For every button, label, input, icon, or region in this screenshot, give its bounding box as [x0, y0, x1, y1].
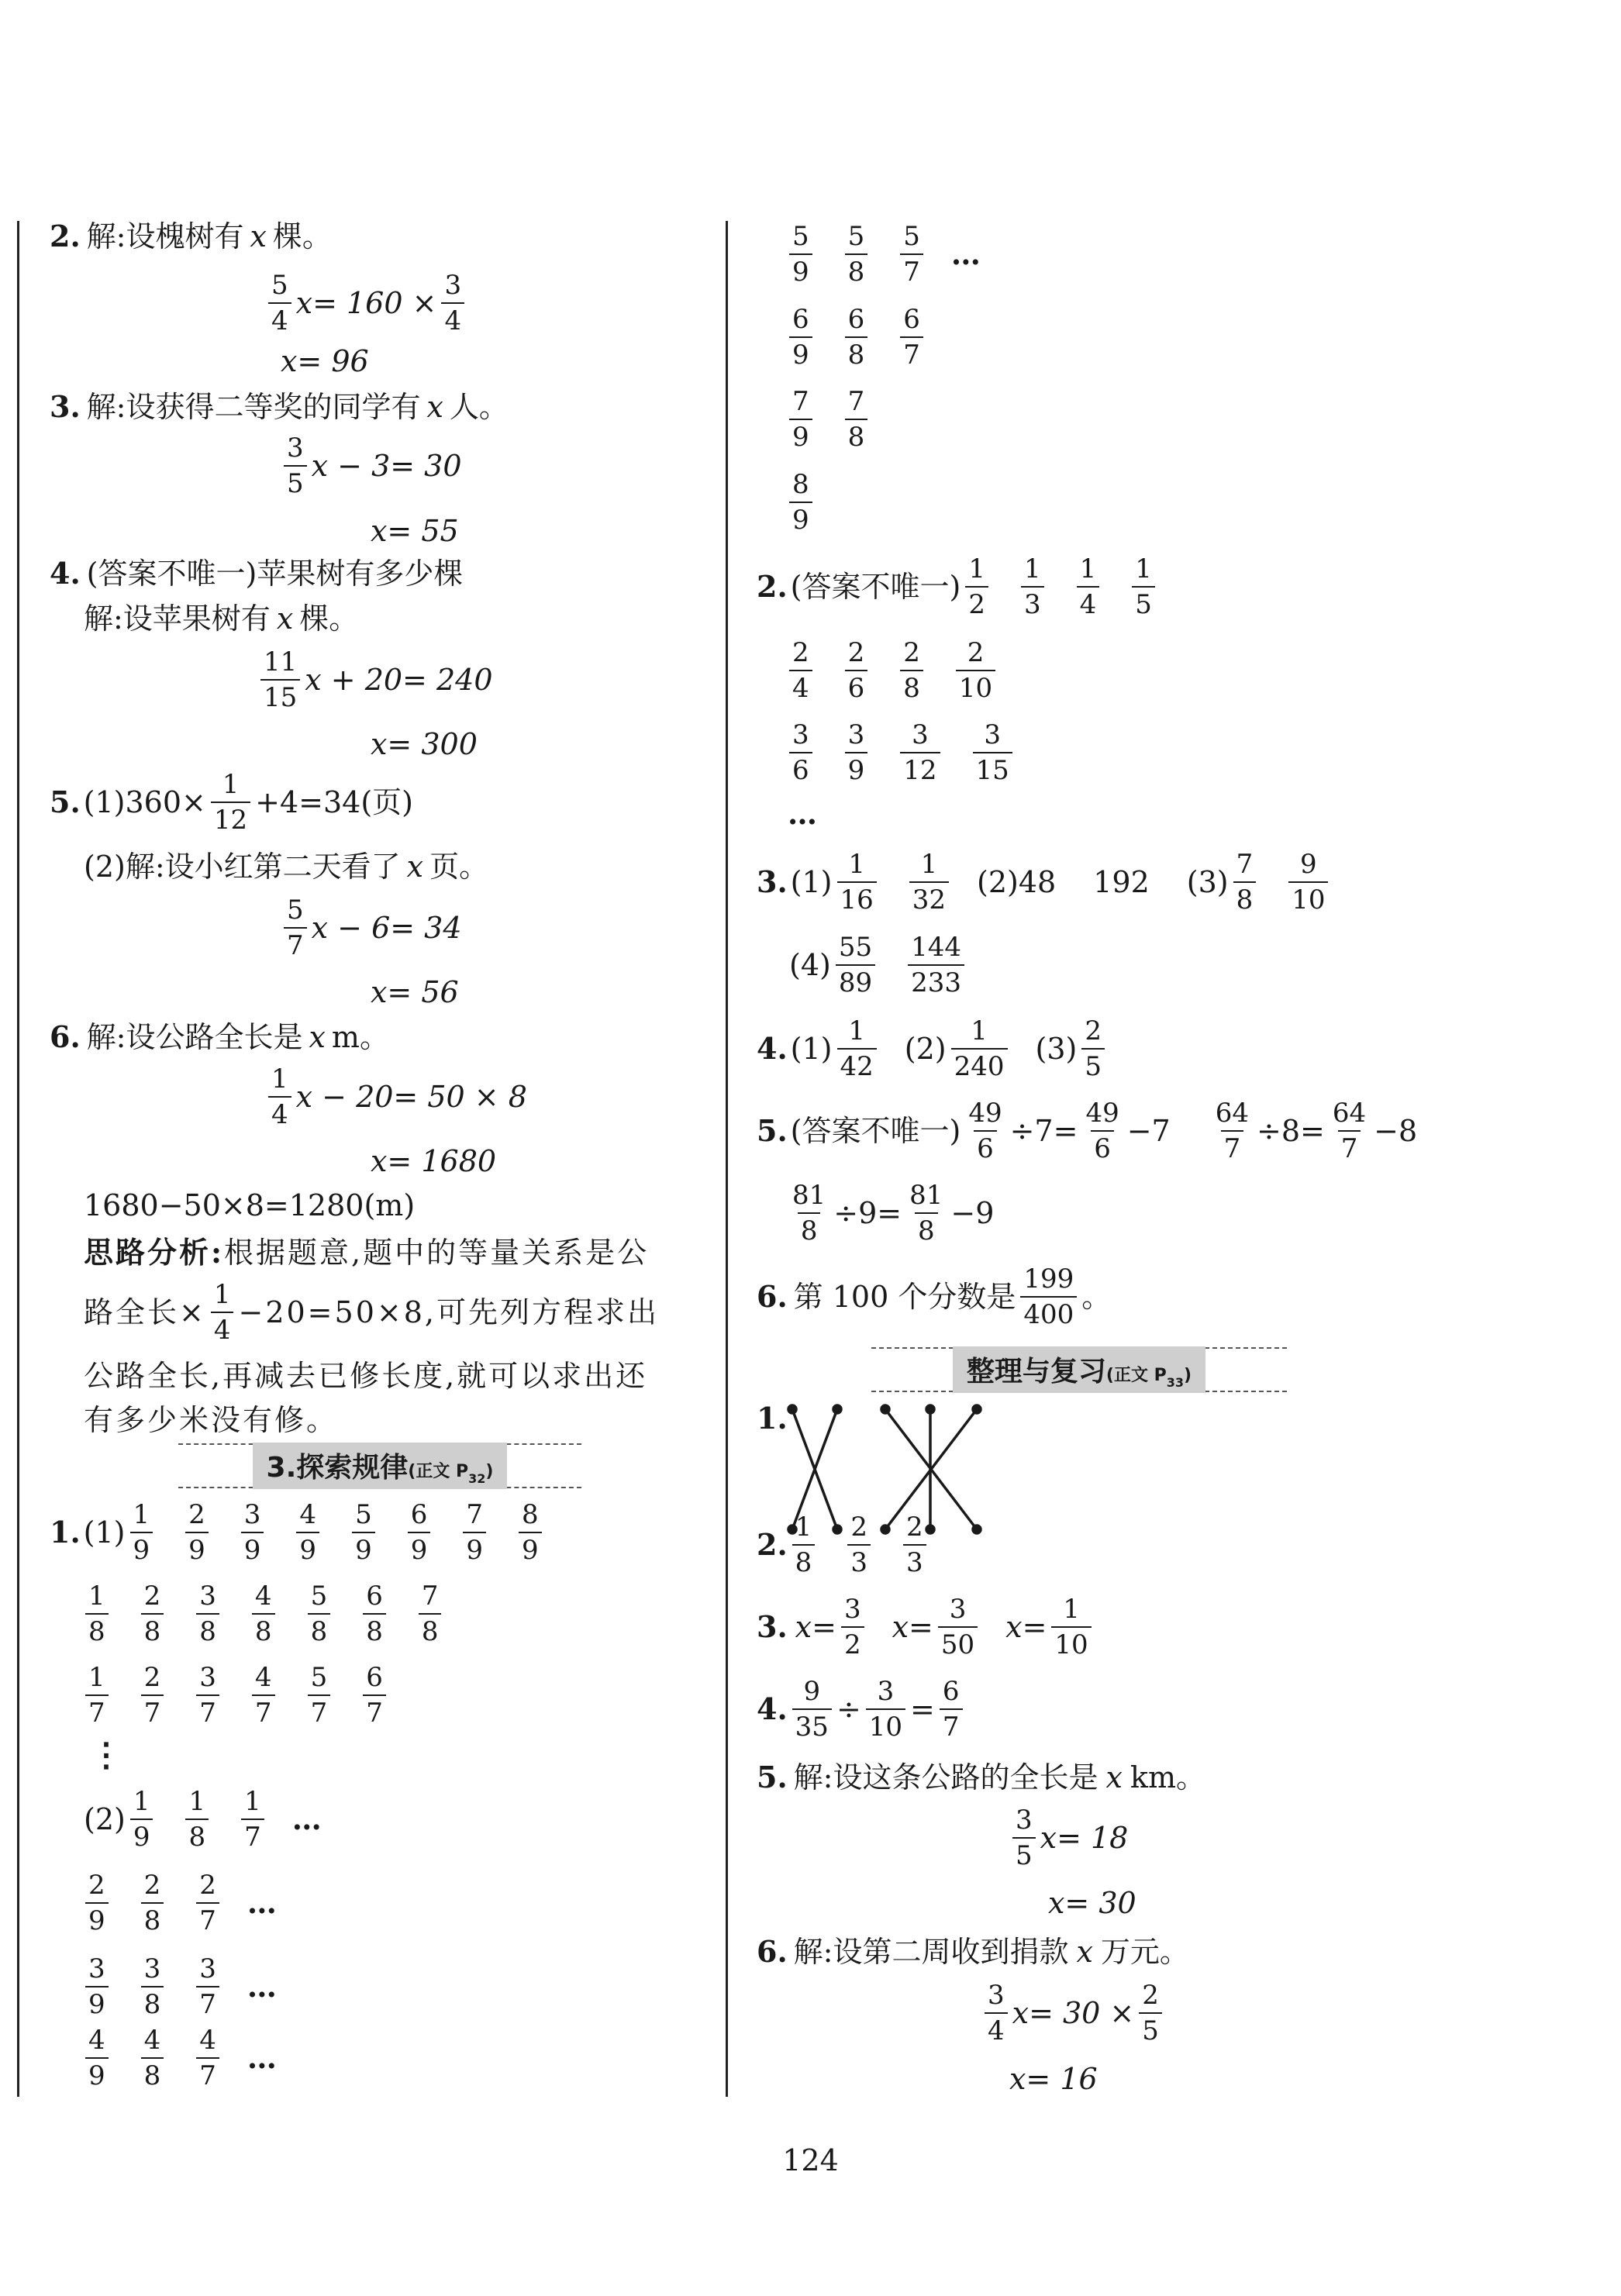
review-q6-eq2: x= 16 [1009, 2062, 1098, 2096]
fraction: $\frac{3}{10}$ [866, 1677, 905, 1741]
fraction: $\frac{6}{8}$ [363, 1581, 386, 1646]
fraction: $\frac{3}{12}$ [900, 720, 940, 784]
left-q4-line2 [84, 603, 358, 634]
right-row-sevenths [785, 384, 872, 454]
question-text: 解:设公路全长是 [86, 1020, 303, 1054]
left-q6-eq1 [264, 1062, 527, 1132]
section-ref-end: ) [485, 1461, 494, 1481]
equation-text: x= 160 × [295, 286, 437, 320]
review-q3-row [757, 1592, 1096, 1662]
fraction: $\frac{5}{7}$ [308, 1663, 331, 1727]
part-label: (1) [83, 1515, 126, 1550]
fraction: $\frac{3}{9}$ [241, 1500, 264, 1564]
analysis-text: −20=50×8,可先列方程求出 [238, 1295, 659, 1329]
left-q6-calc: 1680−50×8=1280(m) [84, 1188, 416, 1222]
question-number: 5. [50, 784, 81, 819]
fraction: $\frac{6}{9}$ [408, 1500, 431, 1564]
right-row-sixths [785, 302, 928, 372]
fraction: $\frac{5}{7}$ [284, 895, 307, 960]
fraction: $\frac{2}{5}$ [1081, 1016, 1105, 1081]
section-ref: (正文 P [1105, 1365, 1167, 1385]
section-title: 整理与复习 [966, 1355, 1106, 1388]
fraction: $\frac{81}{8}$ [792, 1180, 826, 1246]
fraction: $\frac{1}{8}$ [185, 1787, 209, 1851]
fraction: $\frac{64}{7}$ [1332, 1098, 1367, 1164]
equation-text: x= [892, 1610, 933, 1644]
fraction: $\frac{4}{8}$ [252, 1581, 275, 1646]
fraction: $\frac{6}{7}$ [940, 1677, 963, 1741]
left-q5-part2 [84, 851, 488, 882]
fraction: $\frac{49}{6}$ [1085, 1098, 1119, 1164]
question-text: 解:设这条公路的全长是 [793, 1760, 1098, 1794]
equation-text: x − 20= 50 × 8 [295, 1080, 527, 1114]
right-q2-row1 [757, 552, 1160, 622]
fraction: $\frac{7}{8}$ [419, 1581, 442, 1646]
fraction: $\frac{9}{10}$ [1288, 850, 1328, 914]
equation-text: −7 [1126, 1114, 1171, 1148]
question-text: (答案不唯一)苹果树有多少棵 [86, 557, 464, 591]
fraction: $\frac{81}{8}$ [909, 1180, 943, 1246]
s1-row-ninths [50, 1498, 547, 1567]
question-number: 6. [50, 1019, 81, 1054]
operator: = [910, 1692, 935, 1726]
right-row-fifths [785, 219, 982, 289]
fraction: $\frac{2}{10}$ [956, 638, 995, 702]
fraction: $\frac{6}{9}$ [789, 305, 812, 369]
question-number: 4. [757, 1691, 788, 1726]
left-q6-analysis-1 [84, 1237, 649, 1268]
left-q5-part1 [50, 767, 413, 837]
fraction: $\frac{1}{16}$ [837, 850, 877, 914]
punctuation: 。 [1081, 1280, 1112, 1314]
question-number: 3. [50, 389, 81, 424]
fraction: $\frac{6}{7}$ [900, 305, 923, 369]
fraction: $\frac{3}{50}$ [938, 1594, 978, 1659]
part-label: (3) [1186, 865, 1229, 899]
fraction: $\frac{3}{8}$ [196, 1581, 219, 1646]
fraction: $\frac{5}{8}$ [308, 1581, 331, 1646]
fraction: $\frac{2}{7}$ [196, 1870, 219, 1935]
fraction: $\frac{3}{9}$ [845, 720, 868, 784]
review-q1-number: 1. [757, 1401, 788, 1436]
question-text: 解:设获得二等奖的同学有 [86, 390, 421, 424]
right-q2-row2 [785, 636, 1000, 705]
unit: 棵。 [299, 602, 359, 636]
question-number: 4. [50, 556, 81, 591]
operator: ÷ [836, 1692, 861, 1726]
equation-text: x= 18 [1040, 1821, 1129, 1855]
match-dot [973, 1525, 981, 1533]
left-q2-line [50, 221, 332, 252]
part-label: (2) [84, 1802, 126, 1836]
left-q4-eq1 [256, 645, 493, 715]
fraction: $\frac{199}{400}$ [1020, 1264, 1077, 1329]
fraction: $\frac{1}{10}$ [1051, 1594, 1091, 1659]
fraction: $\frac{3}{7}$ [196, 1663, 219, 1727]
equation-text: x= [1005, 1610, 1047, 1644]
right-q4-row [757, 1014, 1109, 1084]
part-label: (4) [789, 948, 831, 982]
fraction: $\frac{1}{4}$ [1077, 554, 1100, 619]
fraction: $\frac{1}{32}$ [909, 850, 949, 914]
review-q4-row [757, 1674, 967, 1744]
left-q3-line [50, 391, 509, 422]
equation-text: ÷7= [1009, 1114, 1078, 1148]
right-q5-row2 [785, 1178, 994, 1248]
left-q6-analysis-4: 有多少米没有修。 [84, 1403, 339, 1437]
left-q6-analysis-3: 公路全长,再减去已修长度,就可以求出还 [84, 1359, 648, 1393]
review-q2-row [757, 1510, 931, 1580]
fraction: $\frac{1}{9}$ [130, 1500, 153, 1564]
fraction: $\frac{5}{8}$ [845, 222, 868, 286]
fraction: $\frac{3}{15}$ [973, 720, 1012, 784]
column-divider [726, 221, 728, 2097]
left-q5-eq1 [279, 893, 462, 963]
variable: x [276, 602, 294, 636]
fraction: $\frac{3}{4}$ [985, 1981, 1008, 2045]
review-q5-eq2: x= 30 [1048, 1886, 1136, 1920]
part-label: (1) [790, 865, 833, 899]
page-number: 124 [782, 2143, 839, 2177]
ellipsis: … [291, 1801, 323, 1836]
unit: 万元。 [1100, 1935, 1189, 1969]
fraction: $\frac{8}{9}$ [519, 1500, 542, 1564]
left-q4-line [50, 558, 463, 589]
unit: 页。 [429, 850, 489, 884]
question-number: 3. [757, 1609, 788, 1644]
fraction: $\frac{64}{7}$ [1215, 1098, 1250, 1164]
review-q6-eq1 [980, 1978, 1167, 2048]
fraction: $\frac{2}{9}$ [185, 1500, 209, 1564]
fraction: $\frac{5}{4}$ [268, 271, 291, 335]
fraction: $\frac{1}{7}$ [85, 1663, 109, 1727]
part-label: (2) [904, 1032, 947, 1066]
fraction: $\frac{7}{8}$ [845, 387, 868, 451]
fraction: $\frac{3}{5}$ [284, 433, 307, 498]
variable: x [250, 219, 267, 253]
fraction: $\frac{4}{9}$ [296, 1500, 319, 1564]
right-row-eighths [785, 467, 817, 537]
fraction: $\frac{3}{6}$ [789, 720, 812, 784]
ellipsis: … [247, 1969, 278, 2004]
equation-text: −9 [950, 1196, 995, 1230]
section-ref: (正文 P [408, 1461, 469, 1481]
fraction: $\frac{3}{2}$ [841, 1594, 864, 1659]
variable: x [426, 390, 443, 424]
right-q3-row2 [789, 930, 969, 1000]
part-text: +4=34(页) [255, 785, 414, 819]
part-text: (2)解:设小红第二天看了 [84, 850, 401, 884]
equation-text: x − 3= 30 [311, 449, 462, 483]
s1-p2-row3 [81, 1952, 278, 2022]
question-text: (答案不唯一) [790, 1114, 961, 1148]
fraction: $\frac{1}{42}$ [837, 1016, 877, 1081]
question-text: 解:设苹果树有 [84, 602, 271, 636]
section-ref-end: ) [1184, 1365, 1192, 1385]
vertical-ellipsis: ⋮ [90, 1736, 122, 1774]
fraction: $\frac{1}{7}$ [241, 1787, 264, 1851]
equation-text: −8 [1374, 1114, 1418, 1148]
fraction: $\frac{2}{7}$ [141, 1663, 164, 1727]
analysis-text: 路全长× [84, 1295, 206, 1329]
section-ref-page: 33 [1166, 1375, 1185, 1391]
unit: km。 [1130, 1760, 1205, 1794]
analysis-label: 思路分析: [84, 1235, 225, 1270]
question-number: 2. [757, 1527, 788, 1562]
review-q6-line [757, 1936, 1189, 1967]
equation-text: ÷9= [833, 1196, 902, 1230]
question-number: 2. [757, 569, 788, 604]
fraction: $\frac{3}{7}$ [196, 1954, 219, 2018]
fraction: $\frac{1}{8}$ [792, 1512, 816, 1577]
part-text: 192 [1093, 865, 1150, 899]
left-q6-analysis-2 [84, 1277, 659, 1347]
fraction: $\frac{2}{9}$ [85, 1870, 109, 1935]
question-text: 解:设槐树有 [86, 219, 244, 253]
right-q6-row [757, 1262, 1111, 1332]
fraction: $\frac{2}{5}$ [1139, 1981, 1162, 2045]
fraction: $\frac{5}{9}$ [789, 222, 812, 286]
analysis-text: 根据题意,题中的等量关系是公 [224, 1236, 650, 1270]
section-title: 3.探索规律 [266, 1451, 409, 1484]
fraction: $\frac{4}{7}$ [252, 1663, 275, 1727]
ellipsis: … [247, 1885, 278, 1920]
equation-text: x − 6= 34 [311, 911, 462, 945]
s1-p2-row2 [81, 1868, 278, 1938]
question-text: 解:设第二周收到捐款 [793, 1935, 1069, 1969]
fraction: $\frac{3}{9}$ [85, 1954, 109, 2018]
left-q4-eq2: x= 300 [371, 727, 478, 761]
question-number: 2. [50, 219, 81, 253]
s1-row-sevenths [81, 1660, 391, 1730]
question-number: 5. [757, 1760, 788, 1794]
section-title-box [953, 1346, 1205, 1393]
fraction: $\frac{1}{4}$ [211, 1280, 234, 1344]
equation-text: x + 20= 240 [305, 663, 493, 697]
ellipsis: … [247, 2040, 278, 2075]
right-q2-row3 [785, 718, 1017, 788]
fraction: $\frac{3}{5}$ [1012, 1805, 1036, 1870]
variable: x [406, 850, 424, 884]
fraction: $\frac{6}{7}$ [363, 1663, 386, 1727]
fraction: $\frac{9}{35}$ [792, 1677, 832, 1741]
question-number: 6. [757, 1279, 788, 1314]
fraction: $\frac{2}{4}$ [789, 638, 812, 702]
question-number: 5. [757, 1113, 788, 1148]
left-q3-eq2: x= 55 [371, 514, 459, 548]
question-text: 第 100 个分数是 [793, 1280, 1016, 1314]
fraction: $\frac{2}{8}$ [141, 1581, 164, 1646]
equation-text: x= [795, 1610, 836, 1644]
variable: x [1105, 1760, 1123, 1794]
fraction: $\frac{2}{8}$ [900, 638, 923, 702]
fraction: $\frac{6}{8}$ [845, 305, 868, 369]
fraction: $\frac{7}{9}$ [789, 387, 812, 451]
left-q5-eq2: x= 56 [371, 975, 459, 1009]
unit: 人。 [449, 390, 509, 424]
match-dot [833, 1405, 841, 1413]
question-number: 4. [757, 1031, 788, 1066]
fraction: $\frac{3}{4}$ [441, 271, 464, 335]
left-q6-eq2: x= 1680 [371, 1144, 497, 1178]
fraction: $\frac{2}{3}$ [847, 1512, 871, 1577]
fraction: $\frac{3}{8}$ [141, 1954, 164, 2018]
unit: 棵。 [272, 219, 332, 253]
fraction: $\frac{4}{7}$ [196, 2025, 219, 2090]
fraction: $\frac{5}{7}$ [900, 222, 923, 286]
fraction: $\frac{1}{3}$ [1021, 554, 1044, 619]
match-dot [926, 1405, 934, 1413]
fraction: $\frac{5}{9}$ [352, 1500, 375, 1564]
review-q5-eq1 [1008, 1803, 1128, 1873]
equation-text: x= 30 × [1012, 1996, 1135, 2030]
section-header-explore-patterns [178, 1443, 581, 1488]
fraction: $\frac{2}{8}$ [141, 1870, 164, 1935]
variable: x [309, 1020, 326, 1054]
part-text: (2)48 [977, 865, 1057, 899]
fraction: $\frac{49}{6}$ [968, 1098, 1002, 1164]
left-q2-eq1 [264, 268, 469, 338]
s1-row-eighths [81, 1579, 446, 1649]
section-ref-page: 32 [468, 1471, 486, 1487]
fraction: $\frac{1}{4}$ [268, 1064, 291, 1129]
part-label: (1) [790, 1032, 833, 1066]
fraction: $\frac{1}{8}$ [85, 1581, 109, 1646]
question-number: 6. [757, 1934, 788, 1969]
section-header-review [871, 1347, 1287, 1392]
s1-p2-row4 [81, 2023, 278, 2093]
left-q3-eq1 [279, 431, 462, 501]
fraction: $\frac{1}{12}$ [211, 770, 250, 834]
left-margin-rule [17, 221, 19, 2097]
ellipsis: … [788, 796, 819, 831]
fraction: $\frac{4}{8}$ [141, 2025, 164, 2090]
fraction: $\frac{1}{2}$ [965, 554, 988, 619]
fraction: $\frac{4}{9}$ [85, 2025, 109, 2090]
fraction: $\frac{1}{9}$ [130, 1787, 153, 1851]
review-q5-line [757, 1762, 1205, 1793]
match-dot [788, 1405, 796, 1413]
fraction: $\frac{7}{9}$ [463, 1500, 486, 1564]
s1-p2-row1 [84, 1784, 323, 1854]
ellipsis: … [950, 236, 982, 271]
unit: m。 [331, 1020, 389, 1054]
part-text: (1)360× [83, 785, 206, 819]
fraction: $\frac{8}{9}$ [789, 470, 812, 534]
match-dot [881, 1405, 889, 1413]
equation-text: ÷8= [1257, 1114, 1325, 1148]
right-q3-row1 [757, 847, 1333, 917]
left-q2-eq2: x= 96 [281, 344, 369, 378]
match-dot [973, 1405, 981, 1413]
fraction: $\frac{2}{3}$ [903, 1512, 926, 1577]
fraction: $\frac{11}{15}$ [260, 647, 300, 712]
section-title-box [253, 1443, 508, 1489]
fraction: $\frac{144}{233}$ [908, 933, 964, 997]
fraction: $\frac{1}{5}$ [1132, 554, 1155, 619]
fraction: $\frac{1}{240}$ [951, 1016, 1008, 1081]
right-q5-row1 [757, 1096, 1417, 1166]
variable: x [1076, 1935, 1093, 1969]
fraction: $\frac{7}{8}$ [1233, 850, 1257, 914]
question-text: (答案不唯一) [790, 570, 961, 604]
question-number: 1. [50, 1515, 81, 1550]
fraction: $\frac{2}{6}$ [845, 638, 868, 702]
fraction: $\frac{55}{89}$ [836, 933, 875, 997]
question-number: 3. [757, 864, 788, 899]
left-q6-line [50, 1019, 389, 1054]
part-label: (3) [1035, 1032, 1078, 1066]
